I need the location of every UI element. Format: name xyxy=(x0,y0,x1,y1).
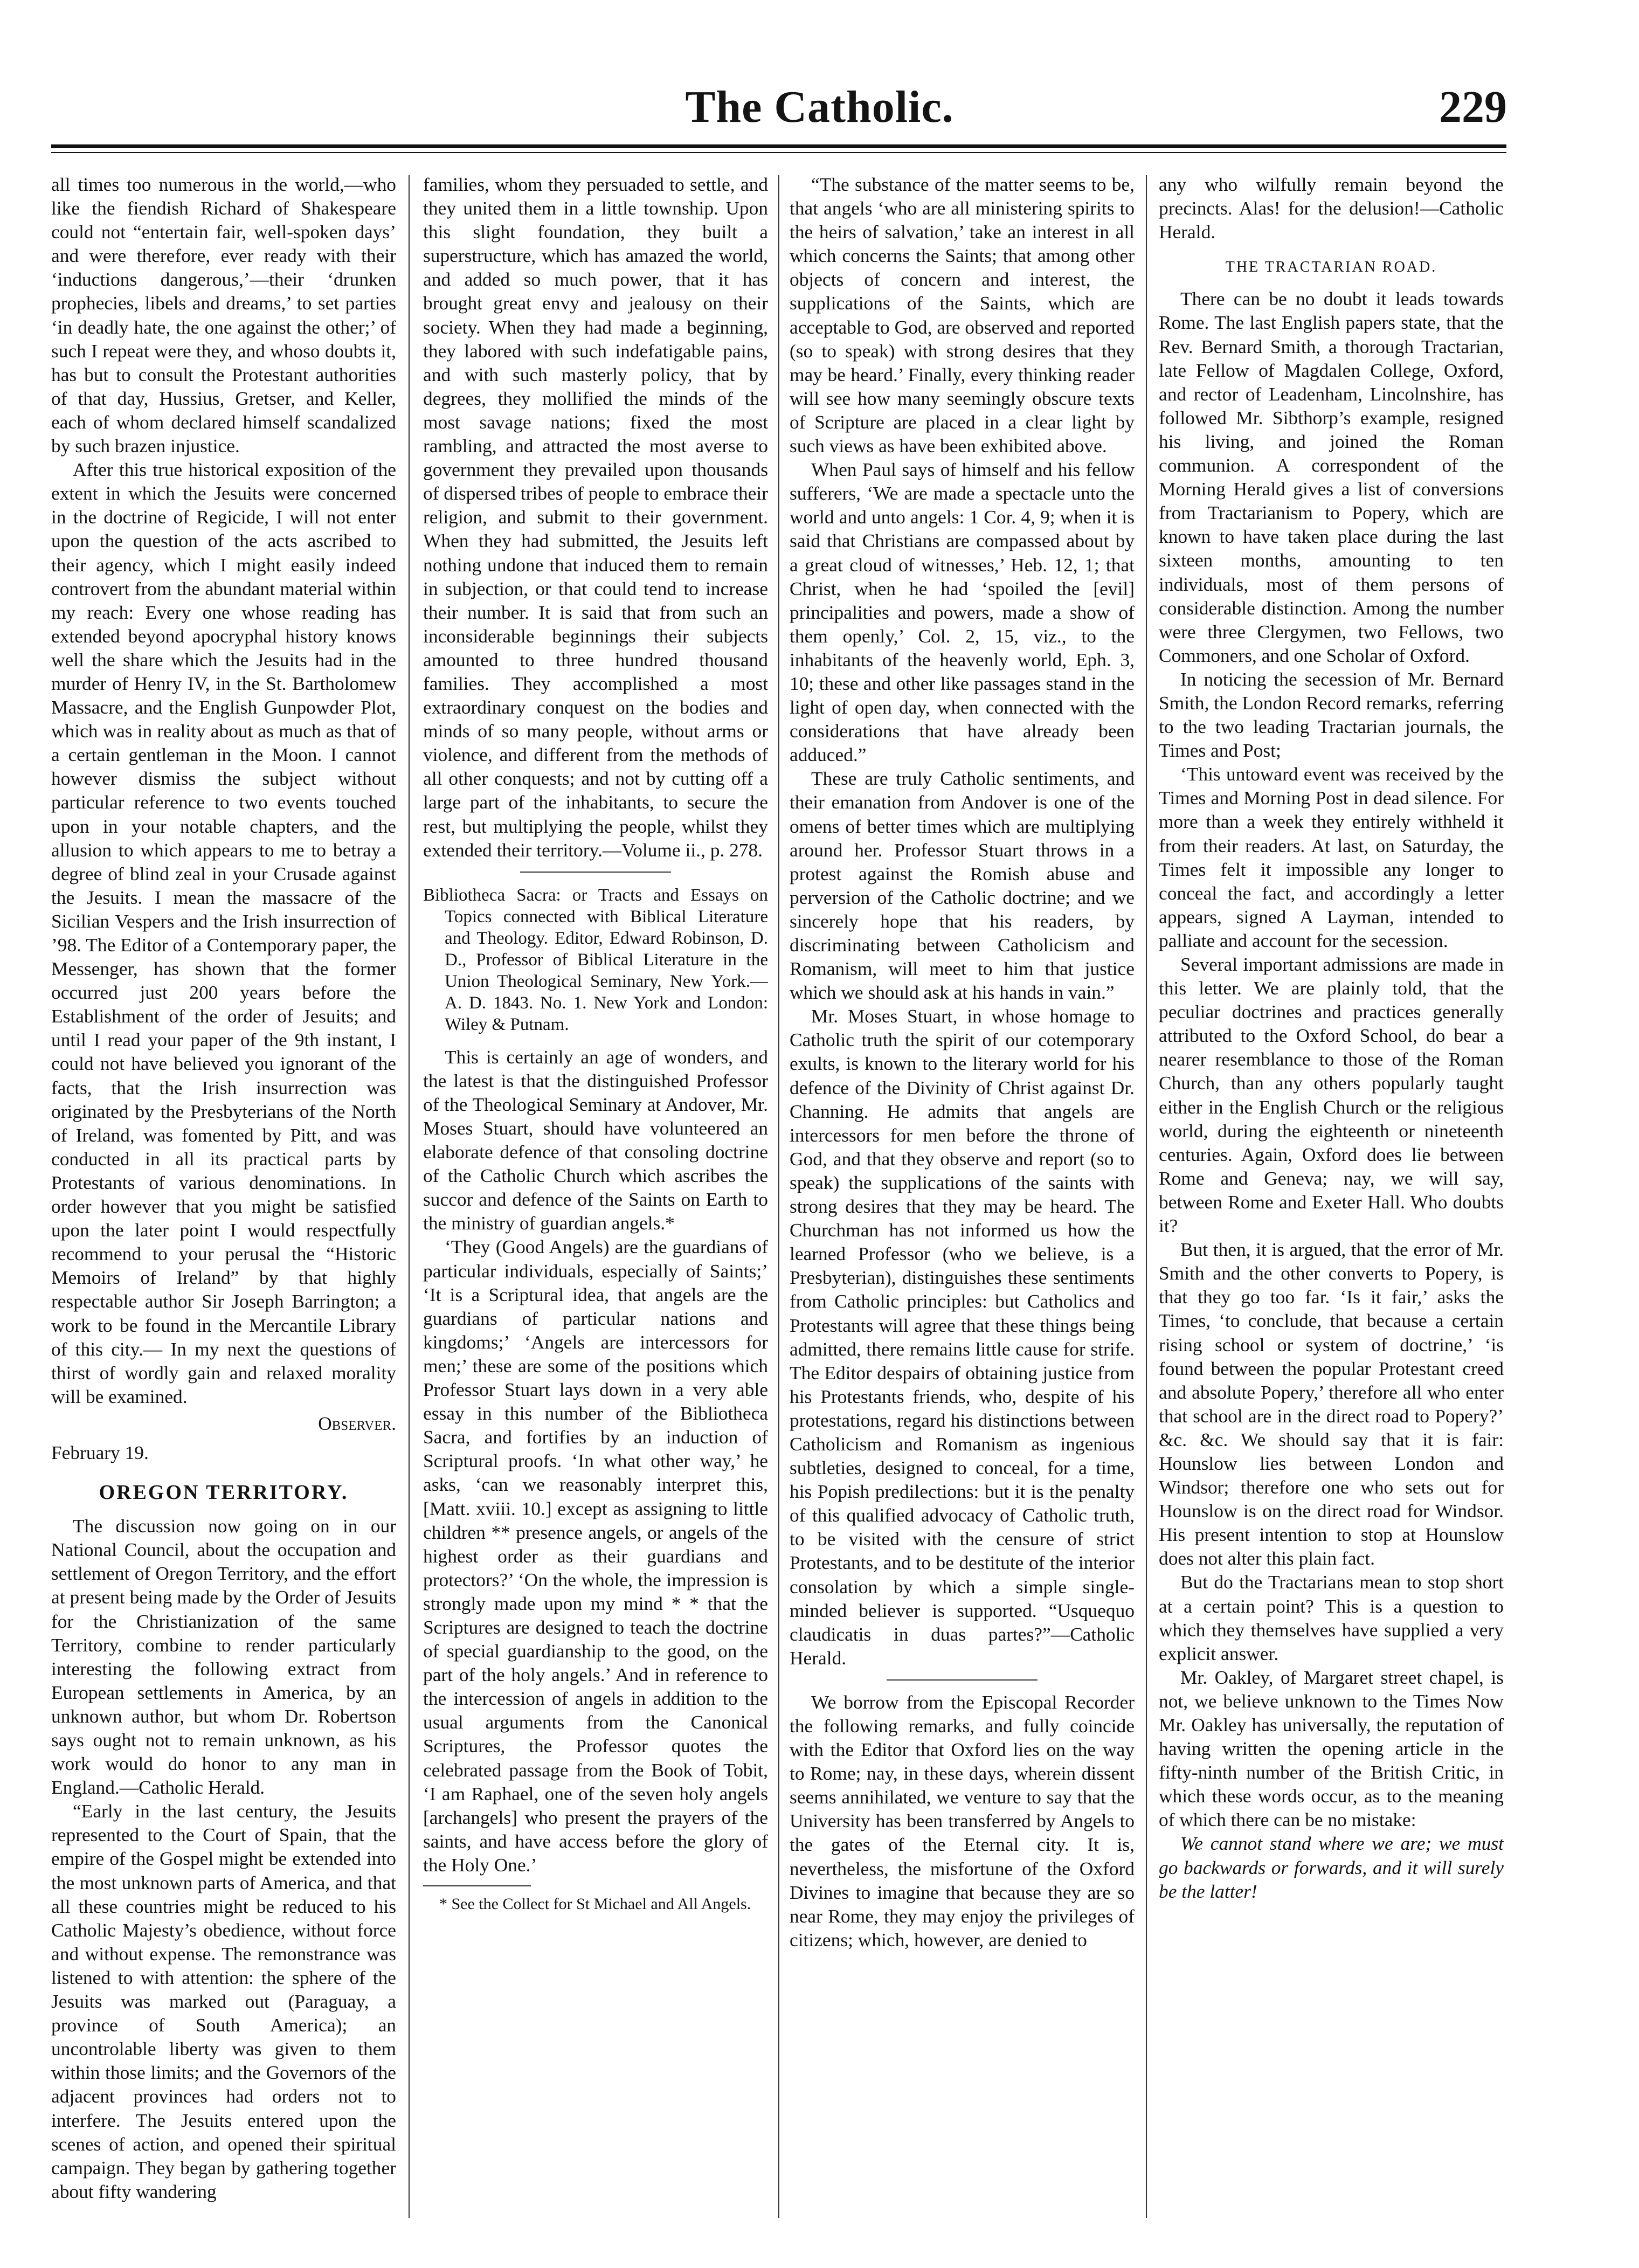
footnote: * See the Collect for St Michael and All Angels. xyxy=(439,1895,751,1913)
paragraph: After this true historical exposition of the extent in which the Jesuits were concerned in the doctrine of Regicide, I will not enter upon the question of the acts ascribed to their agency, which I might easily indeed controvert from the abundant material within my reach: Every one whose reading has extended beyond apocryphal history knows well the share which the Jesuits had in the murder of Henry IV, in the St. Bartholomew Massacre, and the English Gunpowder Plot, which was in reality about as much as that of a certain gentleman in the Moon. I cannot however dismiss the subject without particular reference to two events touched upon in your notable chapters, and the allusion to which appears to me to betray a degree of blind zeal in your Crusade against the Jesuits. I mean the massacre of the Sicilian Vespers and the Irish insurrection of ’98. The Editor of a Contemporary paper, the Messenger, has shown that the former occurred just 200 years before the Establishment of the order of Jesuits; and until I read your paper of the 9th instant, I could not have believed you ignorant of the facts, that the Irish insurrection was originated by the Presbyterians of the North of Ireland, was fomented by Pitt, and was conducted in all its practical parts by Protestants of various denominations. In order however that you might be satisfied upon the later point I would respectfully recommend to your perusal the “Historic Memoirs of Ireland” by that highly respectable author Sir Joseph Barrington; a work to be found in the Mercantile Library of this city.— In my next the questions of thirst of wordly gain and relaxed morality will be examined. xyxy=(51,459,396,1407)
paragraph: When Paul says of himself and his fellow sufferers, ‘We are made a spectacle unto the world and unto angels: 1 Cor. 4, 9; when it is said that Christians are compassed about by a great cloud of witnesses,’ Heb. 12, 1; that Christ, when he had ‘spoiled the [evil] principalities and powers, made a show of them openly,’ Col. 2, 15, viz., to the inhabitants of the heavenly world, Eph. 3, 10; these and other like passages stand in the light of open day, when connected with the considerations that have already been adduced.” xyxy=(790,459,1135,766)
paragraph: We borrow from the Episcopal Recorder the following remarks, and fully coincide with the Editor that Oxford lies on the way to Rome; nay, in these days, wherein dissent seems annihilated, we venture to say that the University has been transferred by Angels to the gates of the Eternal city. It is, nevertheless, the misfortune of the Oxford Divines to imagine that because they are so near Rome, they may enjoy the privileges of citizens; which, however, are denied to xyxy=(790,1691,1135,1951)
column-4 xyxy=(1159,172,1504,2221)
paragraph: In noticing the secession of Mr. Bernard Smith, the London Record remarks, referring to the two leading Tractarian journals, the Times and Post; xyxy=(1159,668,1504,762)
paragraph: ‘This untoward event was received by the Times and Morning Post in dead silence. For more than a week they entirely withheld it from their readers. At last, on Saturday, the Times felt it impossible any longer to conceal the fact, and accordingly a letter appears, signed A Layman, intended to palliate and account for the secession. xyxy=(1159,763,1504,951)
paragraph: “Early in the last century, the Jesuits represented to the Court of Spain, that the empire of the Gospel might be extended into the most unknown parts of America, and that all these countries might be reduced to his Catholic Majesty’s obedience, without force and without expense. The remonstrance was listened to with attention: the sphere of the Jesuits was marked out (Paraguay, a province of South America); an uncontrolable liberty was given to them within those limits; and the Governors of the adjacent provinces had orders not to interfere. The Jesuits entered upon the scenes of action, and opened their spiritual campaign. They began by gathering together about fifty wandering xyxy=(51,1800,396,2202)
paragraph: ‘They (Good Angels) are the guardians of particular individuals, especially of Saints;’ ‘It is a Scriptural idea, that angels are the guardians of particular nations and kingdoms;’ ‘Angels are intercessors for men;’ these are some of the positions which Professor Stuart lays down in a very able essay in this number of the Bibliotheca Sacra, and fortifies by an induction of Scriptural proofs. ‘In what other way,’ he asks, ‘can we reasonably interpret this, [Matt. xviii. 10.] except as assigning to little children ** presence angels, or angels of the highest order as their guardians and protectors?’ ‘On the whole, the impression is strongly made upon my mind * * that the Scriptures are designed to teach the doctrine of special guardianship to the good, on the part of the holy angels.’ And in reference to the intercession of angels in addition to the usual arguments from the Canonical Scriptures, the Professor quotes the celebrated passage from the Book of Tobit, ‘I am Raphael, one of the seven holy angels [archangels] who present the prayers of the saints, and have access before the glory of the Holy One.’ xyxy=(423,1236,768,1876)
paragraph: We cannot stand where we are; we must go backwards or forwards, and it will surely be the latter! xyxy=(1159,1833,1504,1902)
book-notice: Bibliotheca Sacra: or Tracts and Essays on Topics connected with Biblical Literature and Theology. Editor, Edward Robinson, D. D., Professor of Biblical Literature in the Union Theological Seminary, New York.— A. D. 1843. No. 1. New York and London: Wiley & Putnam. xyxy=(423,885,768,1034)
separator-rule xyxy=(887,1679,1038,1681)
masthead-thick-rule xyxy=(51,144,1506,148)
paragraph: all times too numerous in the world,—who like the fiendish Richard of Shakespeare could not “entertain fair, well-spoken days’ and were therefore, ever ready with their ‘inductions dangerous,’—their ‘drunken prophecies, libels and dreams,’ to set parties ‘in deadly hate, the one against the other;’ of such I repeat were they, and whoso doubts it, has but to consult the Protestant authorities of that day, Hussius, Gretser, and Keller, each of whom declared himself scandalized by such brazen injustice. xyxy=(51,174,396,457)
paragraph: Mr. Oakley, of Margaret street chapel, is not, we believe unknown to the Times Now Mr. Oakley has universally, the reputation of having written the opening article in the fifty-ninth number of the British Critic, in which these words occur, as to the meaning of which there can be no mistake: xyxy=(1159,1666,1504,1831)
paragraph: any who wilfully remain beyond the precincts. Alas! for the delusion!—Catholic Herald. xyxy=(1159,174,1504,243)
paragraph: There can be no doubt it leads towards Rome. The last English papers state, that the Rev. Bernard Smith, a thorough Tractarian, late Fellow of Magdalen College, Oxford, and rector of Leadenham, Lincolnshire, has followed Mr. Sibthorp’s example, resigned his living, and joined the Roman communion. A correspondent of the Morning Herald gives a list of conversions from Tractarianism to Popery, which are known to have taken place during the last sixteen months, amounting to ten individuals, most of them persons of considerable distinction. Among the number were three Clergymen, two Fellows, two Commoners, and one Scholar of Oxford. xyxy=(1159,288,1504,666)
separator-rule xyxy=(520,872,671,873)
column-divider xyxy=(409,175,410,2218)
section-heading: THE TRACTARIAN ROAD. xyxy=(1225,259,1437,276)
paragraph: But then, it is argued, that the error of Mr. Smith and the other converts to Popery, is that they go too far. ‘Is it fair,’ asks the Times, ‘to conclude, that because a certain rising school or system of doctrine,’ ‘is found between the popular Protestant creed and absolute Popery,’ therefore all who enter that school are in the direct road to Popery?’ &c. &c. We should say that it is fair: Hounslow lies between London and Windsor; therefore one who sets out for Hounslow is on the direct road for Windsor. His present intention to stop at Hounslow does not alter this plain fact. xyxy=(1159,1239,1504,1569)
paragraph: This is certainly an age of wonders, and the latest is that the distinguished Professor of the Theological Seminary at Andover, Mr. Moses Stuart, should have volunteered an elaborate defence of that consoling doctrine of the Catholic Church which ascribes the succor and defence of the Saints on Earth to the ministry of guardian angels.* xyxy=(423,1046,768,1234)
page-number: 229 xyxy=(1439,82,1507,132)
column-2 xyxy=(423,172,768,2221)
column-3 xyxy=(790,172,1135,2221)
column-divider xyxy=(778,175,779,2218)
column-divider xyxy=(1146,175,1147,2218)
footnote-rule xyxy=(423,1885,531,1886)
masthead-title: The Catholic. xyxy=(685,82,954,132)
paragraph: The discussion now going on in our National Council, about the occupation and settlement of Oregon Territory, and the effort at present being made by the Order of Jesuits for the Christianization of the same Territory, combine to render particularly interesting the following extract from European settlements in America, by an unknown author, but whom Dr. Robertson says ought not to remain unknown, as his work would do honor to any man in England.—Catholic Herald. xyxy=(51,1515,396,1799)
paragraph: “The substance of the matter seems to be, that angels ‘who are all ministering spirits to the heirs of salvation,’ take an interest in all which concerns the Saints; that among other objects of concern and interest, the supplications of the Saints, which are acceptable to God, are observed and reported (so to speak) with strong desires that they may be heard.’ Finally, every thinking reader will see how many seemingly obscure texts of Scripture are placed in a clear light by such views as have been exhibited above. xyxy=(790,174,1135,457)
section-heading: OREGON TERRITORY. xyxy=(99,1481,349,1504)
paragraph: Mr. Moses Stuart, in whose homage to Catholic truth the spirit of our cotemporary exults, is known to the literary world for his defence of the Divinity of Christ against Dr. Channing. He admits that angels are intercessors for men before the throne of God, and that they observe and report (so to speak) the supplications of the saints with strong desires that they may be heard. The Churchman has not informed us how the learned Professor (who we believe, is a Presbyterian), distinguishes these sentiments from Catholic principles: but Catholics and Protestants will agree that these things being admitted, there remains little cause for strife. The Editor despairs of obtaining justice from his Protestants friends, who, despite of his protestations, regard his distinctions between Catholicism and Romanism as ingenious subtleties, designed to conceal, for a time, his Popish predilections: but it is the penalty of this qualified advocacy of Catholic truth, to be visited with the censure of strict Protestants, and to be destitute of the interior consolation by which a simple single-minded believer is supported. “Usquequo claudicatis in duas partes?”—Catholic Herald. xyxy=(790,1005,1135,1669)
paragraph: These are truly Catholic sentiments, and their emanation from Andover is one of the omens of better times which are multiplying around her. Professor Stuart throws in a protest against the Romish abuse and perversion of the Catholic doctrine; and we sincerely hope that his readers, by discriminating between Catholicism and Romanism, will meet to him that justice which we should ask at his hands in vain.” xyxy=(790,767,1135,1004)
paragraph: But do the Tractarians mean to stop short at a certain point? This is a question to which they themselves have supplied a very explicit answer. xyxy=(1159,1571,1504,1664)
signature: Observer. xyxy=(318,1412,396,1434)
paragraph: families, whom they persuaded to settle, and they united them in a little township. Upon this slight foundation, they built a superstructure, which has amazed the world, and added so much power, that it has brought great envy and jealousy on their society. When they had made a beginning, they labored with such indefatigable pains, and with such masterly policy, that by degrees, they mollified the minds of the most savage nations; fixed the most rambling, and attracted the most averse to government they prevailed upon thousands of dispersed tribes of people to embrace their religion, and submit to their government. When they had submitted, the Jesuits left nothing undone that induced them to remain in subjection, or that could tend to increase their number. It is said that from such an inconsiderable beginnings their subjects amounted to three hundred thousand families. They accomplished a most extraordinary conquest on the bodies and minds of so many people, without arms or violence, and different from the methods of all other conquests; and not by cutting off a large part of the inhabitants, to secure the rest, but multiplying the people, whilst they extended their territory.—Volume ii., p. 278. xyxy=(423,174,768,861)
masthead-thin-rule xyxy=(51,152,1506,153)
dateline: February 19. xyxy=(51,1441,149,1463)
column-1 xyxy=(51,172,396,2221)
paragraph: Several important admissions are made in this letter. We are plainly told, that the peculiar doctrines and practices generally attributed to the Oxford School, do bear a nearer resemblance to those of the Roman Church, than any others popularly taught either in the English Church or the religious world, during the eighteenth or nineteenth centuries. Again, Oxford does lie between Rome and Geneva; nay, we will say, between Rome and Exeter Hall. Who doubts it? xyxy=(1159,953,1504,1237)
